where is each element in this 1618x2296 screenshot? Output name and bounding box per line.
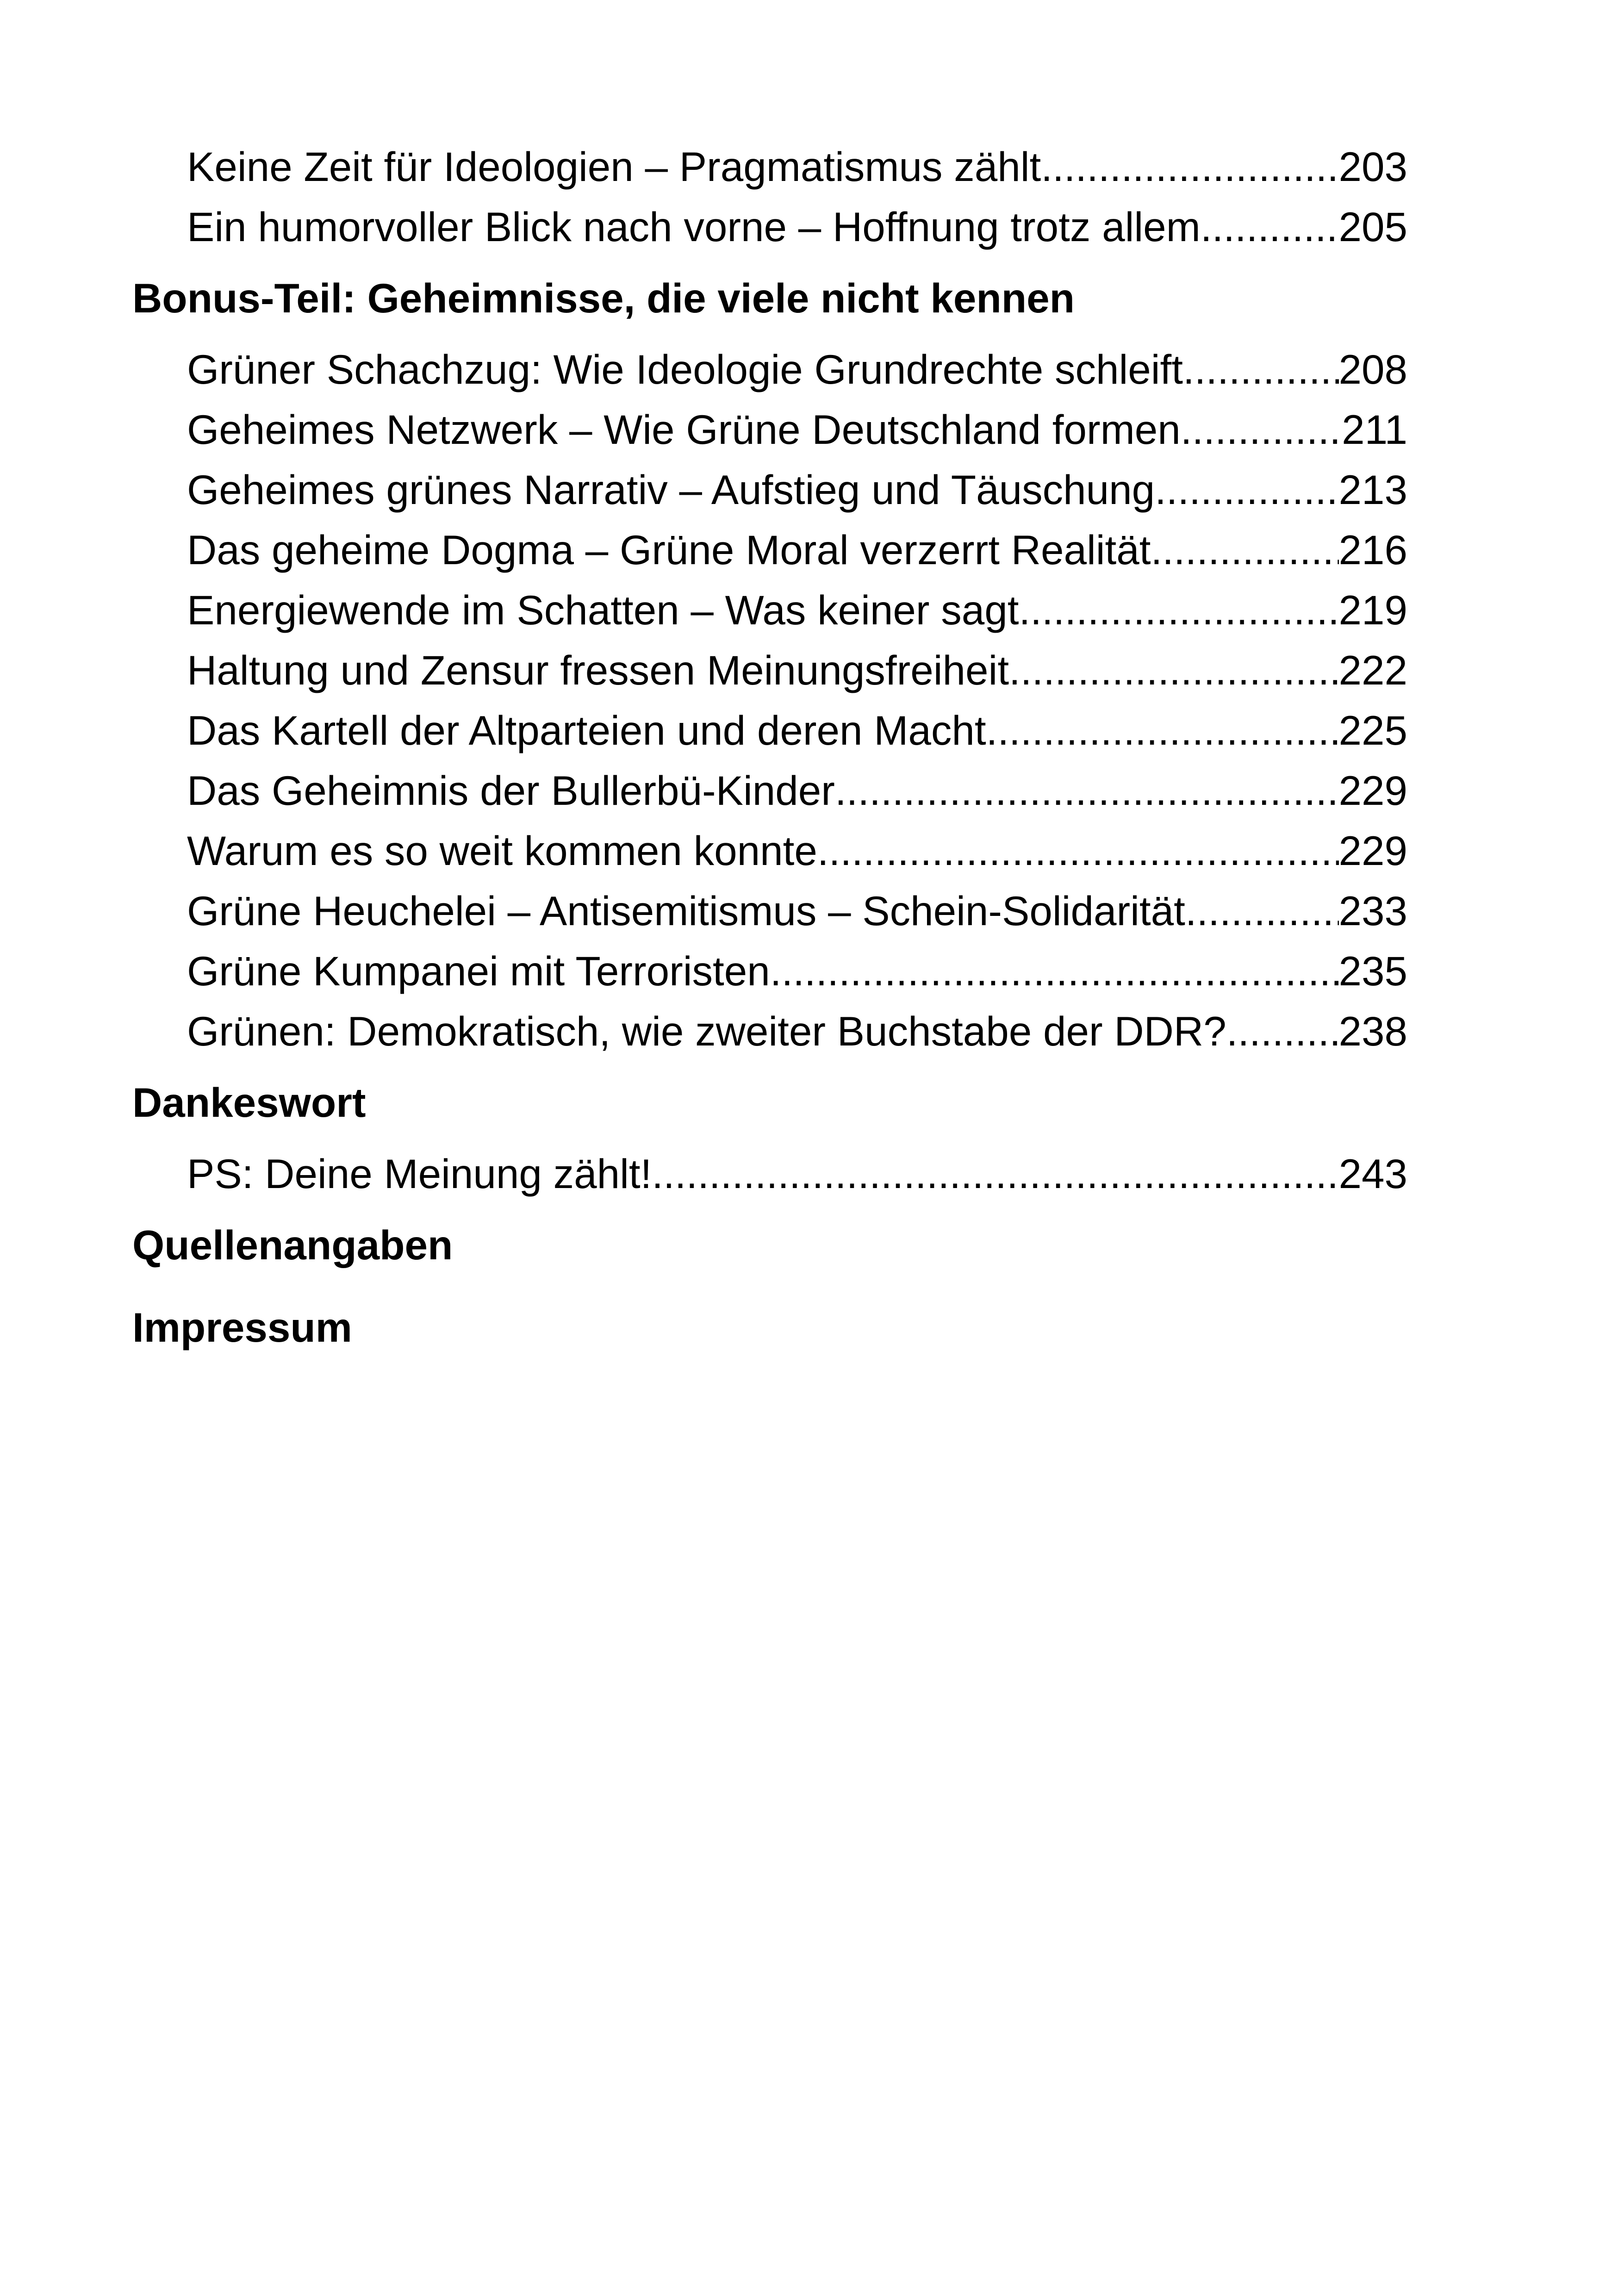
toc-entry-title: Das geheime Dogma – Grüne Moral verzerrt Realität	[187, 527, 1151, 573]
toc-entry[interactable]	[132, 1001, 1407, 1061]
toc-entry-page: 208	[1338, 346, 1407, 392]
toc-section-heading-dankeswort[interactable]: Dankeswort	[132, 1079, 366, 1126]
toc-entry-title: Grüne Heuchelei – Antisemitismus – Schein-Solidarität	[187, 888, 1185, 934]
toc-entry-title: Ein humorvoller Blick nach vorne – Hoffnung trotz allem	[187, 204, 1201, 250]
toc-section-heading-quellenangaben[interactable]: Quellenangaben	[132, 1222, 453, 1268]
toc-entry-title: Energiewende im Schatten – Was keiner sagt	[187, 587, 1019, 633]
toc-entry-page: 219	[1338, 587, 1407, 633]
toc-entry[interactable]	[132, 1144, 1407, 1204]
toc-entry-title: Warum es so weit kommen konnte	[187, 828, 817, 874]
toc-entry[interactable]	[132, 821, 1407, 881]
toc-entry[interactable]	[132, 197, 1407, 257]
dot-leader	[1151, 520, 1338, 580]
toc-entry-page: 229	[1338, 828, 1407, 874]
toc-entry-page: 203	[1338, 143, 1407, 190]
dot-leader	[770, 941, 1339, 1001]
toc-entry-page: 222	[1338, 647, 1407, 693]
toc-entry-page: 238	[1338, 1008, 1407, 1054]
toc-entry-title: Das Kartell der Altparteien und deren Macht	[187, 707, 986, 753]
toc-entry-title: Grüner Schachzug: Wie Ideologie Grundrechte schleift	[187, 346, 1183, 392]
dot-leader	[1041, 137, 1338, 197]
toc-entry[interactable]	[132, 339, 1407, 399]
toc-entry[interactable]	[132, 580, 1407, 640]
dot-leader	[1226, 1001, 1339, 1061]
toc-entry-title: Grünen: Demokratisch, wie zweiter Buchstabe der DDR?	[187, 1008, 1226, 1054]
toc-entry-title: Haltung und Zensur fressen Meinungsfreiheit	[187, 647, 1009, 693]
toc-entry[interactable]	[132, 941, 1407, 1001]
dot-leader	[835, 760, 1339, 821]
dot-leader	[1019, 580, 1338, 640]
toc-entry[interactable]	[132, 137, 1407, 197]
toc-section-heading-impressum[interactable]: Impressum	[132, 1304, 352, 1350]
toc-entry-page: 229	[1338, 767, 1407, 814]
toc-entry-title: Das Geheimnis der Bullerbü-Kinder	[187, 767, 835, 814]
toc-entry[interactable]	[132, 760, 1407, 821]
toc-entry-title: Geheimes Netzwerk – Wie Grüne Deutschland formen	[187, 406, 1181, 453]
toc-entry-title: Grüne Kumpanei mit Terroristen	[187, 948, 770, 994]
toc-entry-title: Geheimes grünes Narrativ – Aufstieg und Täuschung	[187, 467, 1155, 513]
dot-leader	[817, 821, 1339, 881]
dot-leader	[986, 700, 1339, 760]
dot-leader	[1009, 640, 1338, 700]
toc-section-heading-bonus[interactable]: Bonus-Teil: Geheimnisse, die viele nicht kennen	[132, 275, 1075, 321]
toc-entry-title: PS: Deine Meinung zählt!	[187, 1151, 652, 1197]
toc-entry[interactable]	[132, 640, 1407, 700]
dot-leader	[1201, 197, 1339, 257]
toc-entry[interactable]	[132, 700, 1407, 760]
toc-entry-page: 213	[1338, 467, 1407, 513]
dot-leader	[1185, 881, 1339, 941]
toc-entry-page: 243	[1338, 1151, 1407, 1197]
toc-entry[interactable]	[132, 881, 1407, 941]
dot-leader	[1183, 339, 1339, 399]
dot-leader	[1181, 399, 1342, 460]
toc-entry-title: Keine Zeit für Ideologien – Pragmatismus zählt	[187, 143, 1041, 190]
toc-entry-page: 235	[1338, 948, 1407, 994]
toc-entry-page: 216	[1338, 527, 1407, 573]
toc-entry-page: 205	[1338, 204, 1407, 250]
toc-entry[interactable]	[132, 460, 1407, 520]
toc-entry[interactable]	[132, 399, 1407, 460]
dot-leader	[1155, 460, 1338, 520]
table-of-contents	[132, 137, 1407, 1369]
toc-entry[interactable]	[132, 520, 1407, 580]
toc-entry-page: 211	[1342, 406, 1407, 453]
toc-entry-page: 225	[1338, 707, 1407, 753]
toc-entry-page: 233	[1338, 888, 1407, 934]
dot-leader	[652, 1144, 1338, 1204]
